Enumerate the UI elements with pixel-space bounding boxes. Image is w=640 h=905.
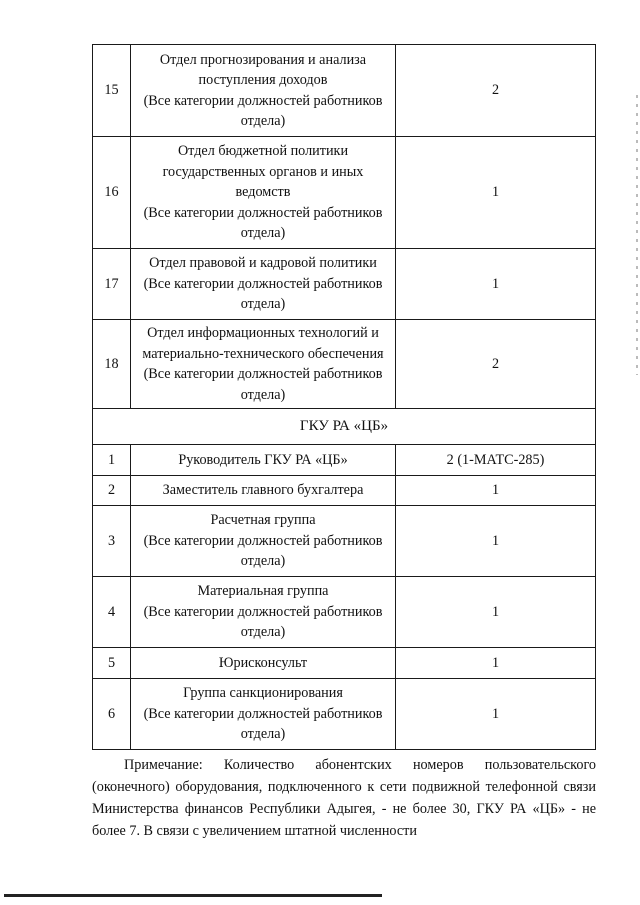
number-count: 1 bbox=[396, 506, 596, 577]
table-body-bottom bbox=[93, 445, 596, 750]
unit-name bbox=[131, 320, 396, 409]
section-title: ГКУ РА «ЦБ» bbox=[93, 409, 596, 445]
unit-name-line: поступления доходов bbox=[198, 72, 328, 88]
number-count: 1 bbox=[396, 679, 596, 750]
unit-name-line: (Все категории должностей работников bbox=[143, 92, 383, 109]
unit-name-line: Заместитель главного бухгалтера bbox=[162, 482, 364, 499]
unit-name-line: (Все категории должностей работников bbox=[143, 204, 383, 221]
row-number: 18 bbox=[93, 320, 131, 409]
number-count: 1 bbox=[396, 577, 596, 648]
unit-name-line: материально-технического обеспечения bbox=[142, 345, 384, 362]
table-row bbox=[93, 45, 596, 137]
row-number: 3 bbox=[93, 506, 131, 577]
unit-name-line: (Все категории должностей работников bbox=[143, 705, 383, 722]
unit-name-line: Расчетная группа bbox=[210, 512, 316, 529]
unit-name-line: отдела) bbox=[240, 225, 286, 242]
row-number: 2 bbox=[93, 476, 131, 506]
unit-name-line: отдела) bbox=[240, 113, 286, 129]
table-row bbox=[93, 320, 596, 409]
unit-name-line: Отдел прогнозирования и анализа bbox=[159, 51, 367, 68]
unit-name bbox=[131, 445, 396, 476]
number-count: 2 bbox=[396, 45, 596, 137]
note-text: Примечание: Количество абонентских номеров пользовательского (оконечного) оборудования, подключенного к сети подвижной телефонной связи Министерства финансов Республики Адыгея, - не более 30, ГКУ РА «ЦБ» - не более 7. В связи с увеличением штатной численности bbox=[92, 757, 596, 839]
table-row bbox=[93, 679, 596, 750]
row-number: 16 bbox=[93, 137, 131, 249]
unit-name bbox=[131, 249, 396, 320]
unit-name bbox=[131, 476, 396, 506]
number-count: 1 bbox=[396, 648, 596, 679]
number-count: 1 bbox=[396, 249, 596, 320]
table-row bbox=[93, 648, 596, 679]
unit-name-line: отдела) bbox=[240, 296, 286, 313]
table-row bbox=[93, 577, 596, 648]
table-row bbox=[93, 476, 596, 506]
number-count: 1 bbox=[396, 476, 596, 506]
unit-name-line: Юрисконсульт bbox=[218, 654, 308, 671]
unit-name-line: (Все категории должностей работников bbox=[143, 275, 383, 292]
unit-name bbox=[131, 506, 396, 577]
note-paragraph bbox=[92, 754, 596, 842]
unit-name-line: Руководитель ГКУ РА «ЦБ» bbox=[178, 451, 348, 468]
row-number: 17 bbox=[93, 249, 131, 320]
number-count: 1 bbox=[396, 137, 596, 249]
unit-name-line: Материальная группа bbox=[197, 583, 329, 600]
number-count: 2 (1-МАТС-285) bbox=[396, 445, 596, 476]
unit-name bbox=[131, 45, 396, 137]
row-number: 15 bbox=[93, 45, 131, 137]
table-row bbox=[93, 249, 596, 320]
table-row bbox=[93, 506, 596, 577]
unit-name-line: ведомств bbox=[235, 184, 291, 201]
unit-name-line: Отдел бюджетной политики bbox=[177, 143, 349, 160]
row-number: 5 bbox=[93, 648, 131, 679]
phone-allocation-table bbox=[92, 44, 596, 750]
table-row bbox=[93, 445, 596, 476]
unit-name-line: (Все категории должностей работников bbox=[143, 603, 383, 620]
table-row bbox=[93, 137, 596, 249]
table-section bbox=[93, 409, 596, 445]
row-number: 6 bbox=[93, 679, 131, 750]
unit-name bbox=[131, 137, 396, 249]
row-number: 1 bbox=[93, 445, 131, 476]
number-count: 2 bbox=[396, 320, 596, 409]
unit-name-line: Группа санкционирования bbox=[183, 685, 343, 702]
unit-name-line: отдела) bbox=[240, 553, 286, 570]
unit-name bbox=[131, 577, 396, 648]
unit-name-line: (Все категории должностей работников bbox=[143, 532, 383, 549]
unit-name bbox=[131, 648, 396, 679]
unit-name-line: Отдел информационных технологий и bbox=[147, 325, 379, 341]
unit-name-line: отдела) bbox=[240, 726, 286, 743]
row-number: 4 bbox=[93, 577, 131, 648]
unit-name-line: (Все категории должностей работников bbox=[143, 366, 383, 382]
unit-name-line: отдела) bbox=[240, 386, 286, 403]
unit-name-line: государственных органов и иных bbox=[162, 163, 364, 180]
unit-name bbox=[131, 679, 396, 750]
bottom-rule bbox=[4, 894, 382, 897]
unit-name-line: отдела) bbox=[240, 624, 286, 641]
table-body-top bbox=[93, 45, 596, 409]
scan-edge-marks bbox=[636, 95, 638, 375]
unit-name-line: Отдел правовой и кадровой политики bbox=[149, 255, 377, 272]
